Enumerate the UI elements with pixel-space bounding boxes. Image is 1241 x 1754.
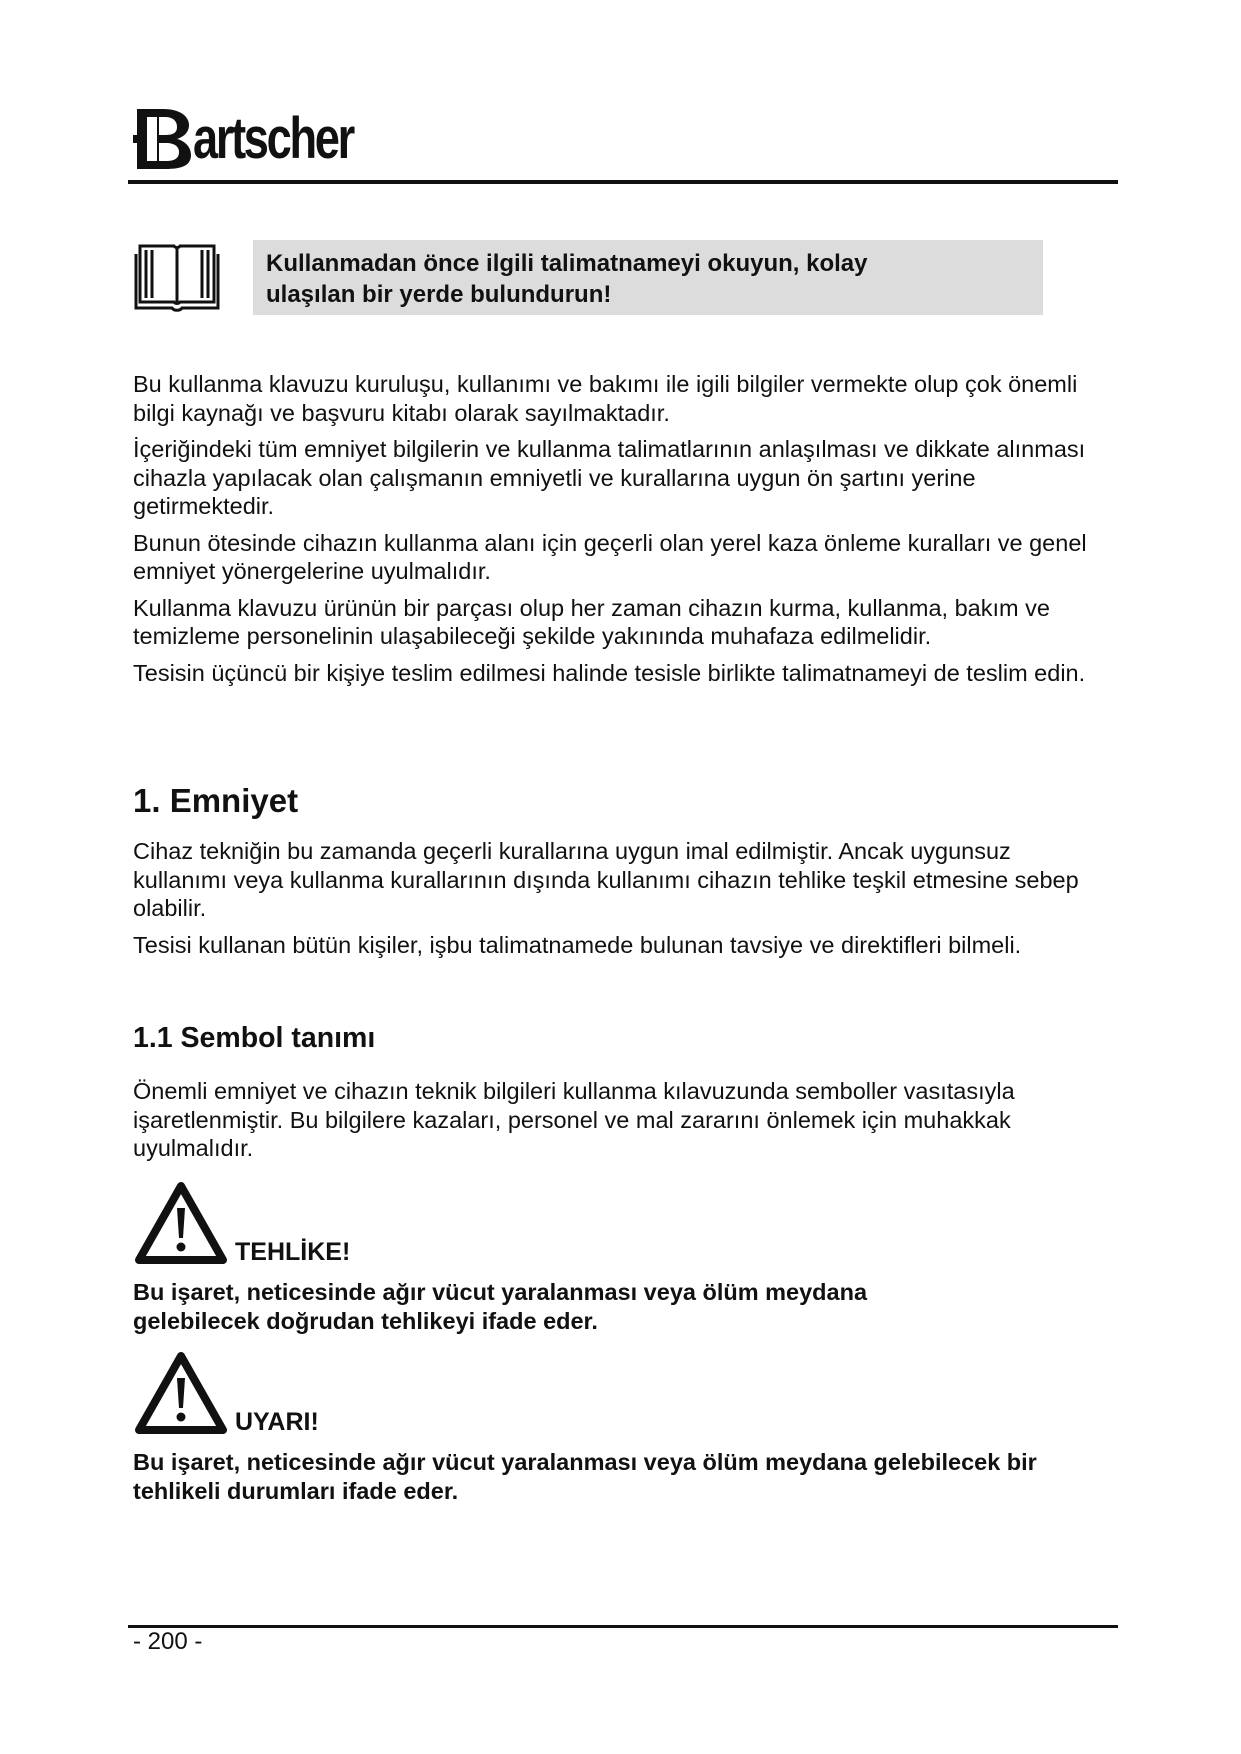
symbols-text: [133, 1077, 1093, 1171]
section-heading-symbols: 1.1 Sembol tanımı: [133, 1022, 376, 1054]
read-instructions-notice: [253, 240, 1043, 315]
safety-text: [133, 837, 1093, 967]
section-heading-safety: 1. Emniyet: [133, 782, 299, 819]
intro-paragraph: İçeriğindeki tüm emniyet bilgilerin ve kullanma talimatlarının anlaşılması ve dikkate alınması cihazla yapılacak olan çalışmanın emniyetli ve kurallarına uygun ön şartını yerine getirmektedir.: [133, 436, 1086, 519]
intro-paragraph: Kullanma klavuzu ürünün bir parçası olup her zaman cihazın kurma, kullanma, bakım ve temizleme personelinin ulaşabileceği şekilde yakınında muhafaza edilmelidir.: [133, 594, 1050, 649]
warning-description-line: Bu işaret, neticesinde ağır vücut yaralanması veya ölüm meydana gelebilecek bir: [133, 1449, 1037, 1475]
page-number: - 200 -: [133, 1628, 203, 1655]
danger-description-line: gelebilecek doğrudan tehlikeyi ifade eder.: [133, 1307, 598, 1334]
brand-b-emblem-icon: [133, 105, 195, 173]
intro-paragraph: Tesisin üçüncü bir kişiye teslim edilmesi halinde tesisle birlikte talimatnameyi de teslim edin.: [133, 659, 1086, 686]
danger-warning-icon: [133, 1180, 229, 1273]
notice-line-1: Kullanmadan önce ilgili talimatnameyi okuyun, kolay: [266, 250, 868, 277]
footer-rule: [128, 1625, 1118, 1628]
danger-description-line: Bu işaret, neticesinde ağır vücut yaralanması veya ölüm meydana: [133, 1279, 868, 1305]
warning-label: UYARI!: [235, 1408, 319, 1436]
danger-label: TEHLİKE!: [235, 1238, 351, 1266]
safety-paragraph: Cihaz tekniğin bu zamanda geçerli kurallarına uygun imal edilmiştir. Ancak uygunsuz kullanımı veya kullanma kurallarının dışında kullanımı cihazın tehlike teşkil etmesine sebep olabilir.: [133, 838, 1079, 921]
header-rule: [128, 180, 1118, 184]
brand-name: artscher: [193, 106, 353, 171]
intro-text: [133, 370, 1093, 695]
safety-paragraph: Tesisi kullanan bütün kişiler, işbu talimatnamede bulunan tavsiye ve direktifleri bilmeli.: [133, 931, 1022, 958]
warning-icon: [133, 1350, 229, 1443]
warning-description-line: tehlikeli durumları ifade eder.: [133, 1477, 459, 1504]
danger-description: [133, 1278, 1113, 1335]
intro-paragraph: Bunun ötesinde cihazın kullanma alanı için geçerli olan yerel kaza önleme kuralları ve genel emniyet yönergelerine uyulmalıdır.: [133, 529, 1087, 584]
brand-logo: [133, 103, 398, 175]
book-icon: [134, 240, 220, 317]
warning-description: [133, 1448, 1113, 1505]
intro-paragraph: Bu kullanma klavuzu kuruluşu, kullanımı ve bakımı ile igili bilgiler vermekte olup çok önemli bilgi kaynağı ve başvuru kitabı olarak sayılmaktadır.: [133, 371, 1078, 426]
notice-line-2: ulaşılan bir yerde bulundurun!: [266, 281, 612, 308]
symbols-paragraph: Önemli emniyet ve cihazın teknik bilgileri kullanma kılavuzunda semboller vasıtasıyla işaretlenmiştir. Bu bilgilere kazaları, personel ve mal zararını önlemek için muhakkak uyulmalıdır.: [133, 1078, 1015, 1161]
